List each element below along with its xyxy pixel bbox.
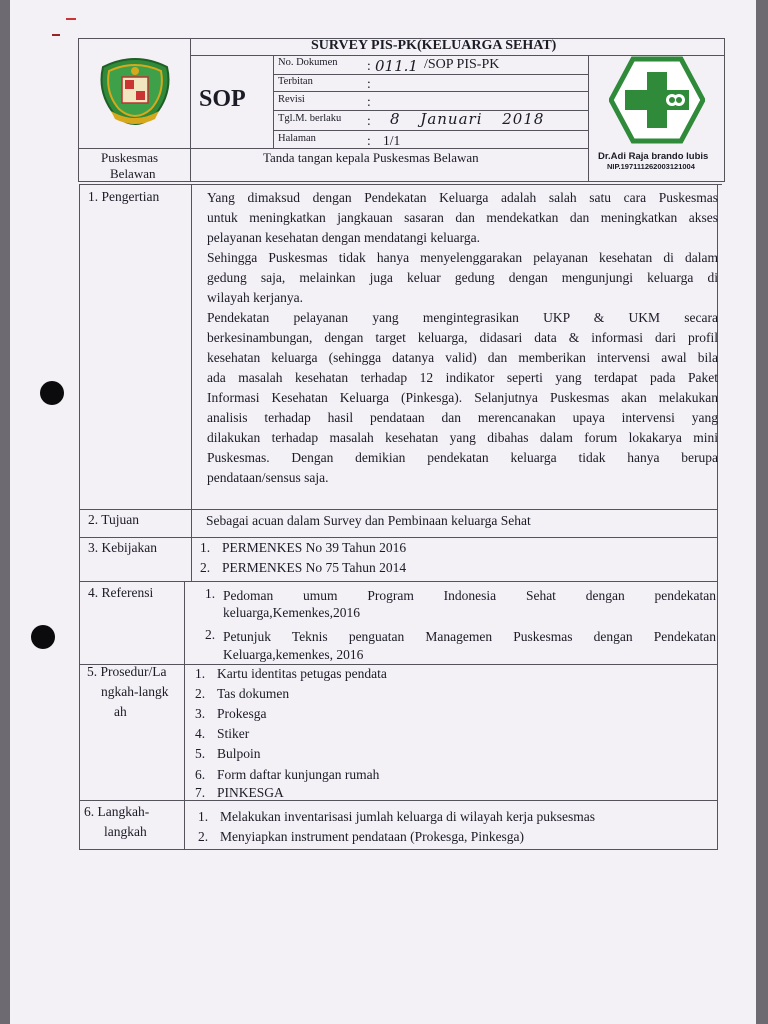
prosedur-item: Tas dokumen — [217, 686, 290, 701]
pengertian-line: untuk meningkatkan jangkauan sasaran dan mendekatkan dan meningkatkan akses — [207, 210, 718, 225]
pengertian-line: Yang dimaksud dengan Pendekatan Keluarga adalah salah satu cara Puskesmas — [207, 190, 718, 205]
field-label-revisi: Revisi — [278, 94, 305, 105]
referensi-item: Keluarga,kemenkes, 2016 — [223, 647, 364, 662]
field-label-halaman: Halaman — [278, 133, 316, 144]
field-label-no-dokumen: No. Dokumen — [278, 57, 338, 68]
prosedur-num: 4. — [195, 726, 206, 741]
field-sep: : — [367, 133, 371, 148]
pengertian-line: ada masalah kesehatan terhadap 12 indikator seperti yang terdapat pada Paket — [207, 370, 718, 385]
pengertian-line: wilayah kerjanya. — [207, 290, 303, 305]
prosedur-item: Stiker — [217, 726, 250, 741]
langkah-item: Menyiapkan instrument pendataan (Prokesga, Pinkesga) — [220, 829, 525, 844]
document-title: SURVEY PIS-PK(KELUARGA SEHAT) — [311, 38, 557, 53]
section-label-kebijakan: 3. Kebijakan — [88, 540, 157, 555]
prosedur-num: 5. — [195, 746, 206, 761]
signer-name: Dr.Adi Raja brando lubis — [598, 151, 709, 162]
field-sep: : — [367, 76, 371, 91]
regional-emblem-icon — [95, 53, 175, 131]
tujuan-text: Sebagai acuan dalam Survey dan Pembinaan keluarga Sehat — [206, 513, 531, 528]
field-value-no-dokumen-suffix: /SOP PIS-PK — [424, 57, 500, 72]
field-label-terbitan: Terbitan — [278, 76, 313, 87]
pengertian-line: analisis terhadap hasil pendataan dan merencanakan upaya intervensi yang — [207, 410, 718, 425]
section-label-tujuan: 2. Tujuan — [88, 512, 140, 527]
referensi-num: 2. — [205, 627, 216, 642]
referensi-item: Pedoman umum Program Indonesia Sehat dengan pendekatan — [223, 588, 716, 603]
pengertian-line: Pendekatan pelayanan yang mengintegrasikan UKP & UKM secara — [207, 310, 718, 325]
signer-nip: NIP.197111262003121004 — [607, 162, 695, 171]
pengertian-line: berkesinambungan, dengan target keluarga, didasari data & informasi dari profil — [207, 330, 718, 345]
langkah-num: 1. — [198, 809, 209, 824]
health-cross-logo-icon — [609, 56, 705, 144]
section-label-referensi: 4. Referensi — [88, 585, 154, 600]
field-value-halaman: 1/1 — [383, 133, 401, 148]
field-sep: : — [367, 113, 371, 128]
prosedur-num: 6. — [195, 767, 206, 782]
referensi-num: 1. — [205, 586, 216, 601]
kebijakan-item: PERMENKES No 39 Tahun 2016 — [222, 540, 407, 555]
punch-hole — [31, 625, 55, 649]
field-value-tgl-berlaku: 8 Januari 2018 — [390, 110, 545, 128]
prosedur-num: 1. — [195, 666, 206, 681]
red-ink-mark — [52, 34, 60, 36]
prosedur-num: 3. — [195, 706, 206, 721]
prosedur-item: Bulpoin — [217, 746, 261, 761]
langkah-item: Melakukan inventarisasi jumlah keluarga di wilayah kerja puksesmas — [220, 809, 596, 824]
section-label-prosedur: ah — [114, 704, 127, 719]
section-label-langkah: 6. Langkah- — [84, 804, 150, 819]
section-label-langkah: langkah — [104, 824, 147, 839]
signature-label: Tanda tangan kepala Puskesmas Belawan — [263, 150, 479, 165]
pengertian-line: dilakukan terhadap masalah kesehatan yang dibahas dalam forum lokakarya mini — [207, 430, 718, 445]
pengertian-line: Informasi Kesehatan Keluarga (Pinkesga). Selanjutnya Puskesmas akan melakukan — [207, 390, 718, 405]
prosedur-item: Form daftar kunjungan rumah — [217, 767, 380, 782]
kebijakan-num: 2. — [200, 560, 211, 575]
section-label-prosedur: ngkah-langk — [101, 684, 169, 699]
pengertian-line: pelayanan kesehatan dengan mendatangi keluarga. — [207, 230, 481, 245]
prosedur-num: 7. — [195, 785, 206, 800]
unit-name: Belawan — [110, 166, 156, 181]
red-ink-mark — [66, 18, 76, 20]
section-label-prosedur: 5. Prosedur/La — [87, 664, 167, 679]
pengertian-line: kesehatan keluarga (sehingga datanya valid) dan memberikan intervensi awal bila — [207, 350, 718, 365]
field-value-no-dokumen: 011.1 — [375, 57, 418, 75]
unit-name: Puskesmas — [101, 150, 159, 165]
pengertian-line: Sehingga Puskesmas tidak hanya menyelenggarakan pelayanan kesehatan di dalam — [207, 250, 718, 265]
referensi-item: Petunjuk Teknis penguatan Managemen Puskesmas dengan Pendekatan — [223, 629, 716, 644]
prosedur-item: Prokesga — [217, 706, 267, 721]
pengertian-line: pendataan/sensus saja. — [207, 470, 329, 485]
punch-hole — [40, 381, 64, 405]
sop-label: SOP — [199, 86, 246, 112]
section-label-pengertian: 1. Pengertian — [88, 189, 160, 204]
kebijakan-item: PERMENKES No 75 Tahun 2014 — [222, 560, 407, 575]
langkah-num: 2. — [198, 829, 209, 844]
field-sep: : — [367, 94, 371, 109]
pengertian-line: Puskesmas. Dengan demikian pendekatan keluarga tidak hanya berupa — [207, 450, 718, 465]
prosedur-item: Kartu identitas petugas pendata — [217, 666, 387, 681]
field-label-tgl-berlaku: Tgl.M. berlaku — [278, 113, 342, 124]
referensi-item: keluarga,Kemenkes,2016 — [223, 605, 360, 620]
field-sep: : — [367, 58, 371, 73]
pengertian-line: gedung saja, melainkan juga keluar gedung dengan mengunjungi keluarga di — [207, 270, 718, 285]
kebijakan-num: 1. — [200, 540, 211, 555]
prosedur-num: 2. — [195, 686, 206, 701]
prosedur-item: PINKESGA — [217, 785, 284, 800]
